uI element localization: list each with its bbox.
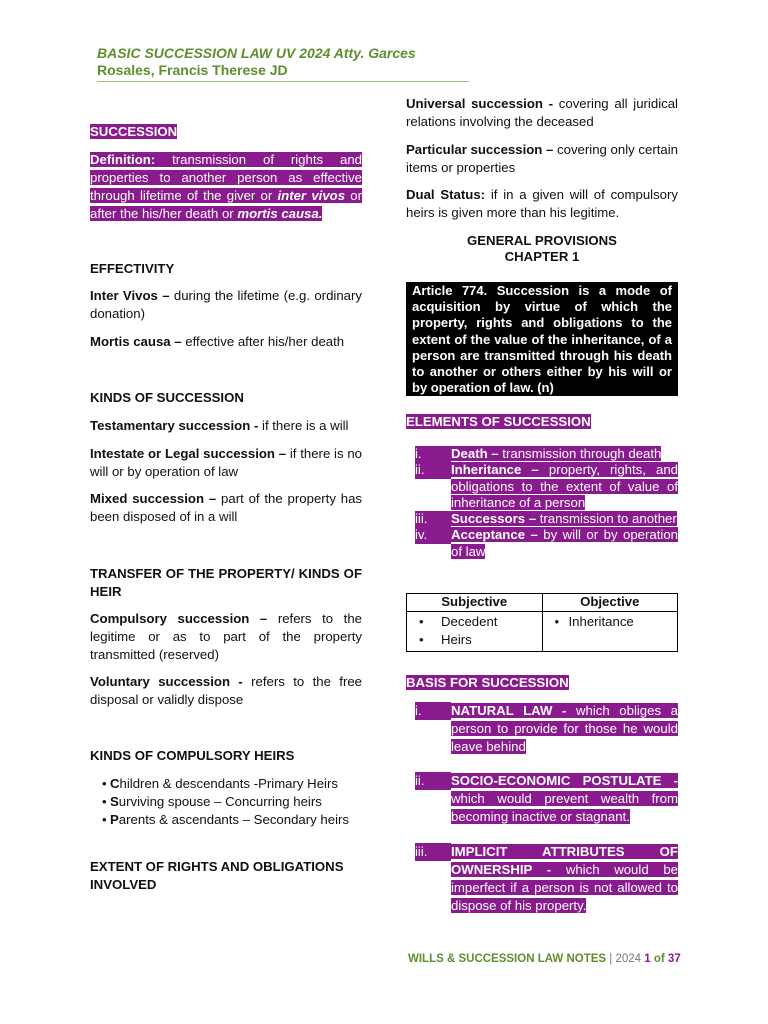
heir-initial: S xyxy=(110,794,119,809)
voluntary-paragraph xyxy=(90,673,362,709)
list-item xyxy=(406,446,678,462)
definition-paragraph xyxy=(90,151,362,223)
element-text: property, rights, and obligations to the extent of value of inheritance of a person xyxy=(451,462,679,510)
succession-title-text: SUCCESSION xyxy=(90,124,178,139)
list-item: • Decedent xyxy=(407,613,538,631)
element-text: transmission to another xyxy=(536,511,677,527)
chapter-heading: CHAPTER 1 xyxy=(504,249,580,264)
footer-title: WILLS & SUCCESSION LAW NOTES xyxy=(408,953,607,965)
page-footer xyxy=(408,950,680,968)
table-header-subjective: Subjective xyxy=(407,594,543,612)
list-item xyxy=(406,462,678,511)
definition-mortis-causa: mortis causa. xyxy=(237,206,323,221)
general-provisions-heading: GENERAL PROVISIONS xyxy=(467,233,617,248)
header-course-title: BASIC SUCCESSION LAW UV 2024 Atty. Garces xyxy=(97,45,416,61)
header-author: Rosales, Francis Therese JD xyxy=(97,62,288,78)
inter-vivos-paragraph xyxy=(90,287,362,323)
particular-text: covering only certain items or properties xyxy=(406,142,678,175)
table-row xyxy=(407,612,678,652)
basis-item-ownership xyxy=(406,843,678,915)
universal-label: Universal succession - xyxy=(406,96,554,111)
list-item xyxy=(90,811,362,829)
page-header xyxy=(97,45,469,82)
particular-paragraph xyxy=(406,141,678,177)
effectivity-heading: EFFECTIVITY xyxy=(90,261,175,276)
mortis-causa-paragraph xyxy=(90,333,362,351)
voluntary-label: Voluntary succession - xyxy=(90,674,243,689)
basis-heading-text: BASIS FOR SUCCESSION xyxy=(406,675,569,690)
kinds-of-succession-heading: KINDS OF SUCCESSION xyxy=(90,390,244,405)
compulsory-label: Compulsory succession – xyxy=(90,611,268,626)
list-item xyxy=(90,775,362,793)
universal-text: covering all juridical relations involving the deceased xyxy=(406,96,678,129)
mixed-text: part of the property has been disposed of in a will xyxy=(90,491,363,524)
basis-item-socio-economic xyxy=(406,772,678,826)
basis-label: IMPLICIT ATTRIBUTES OF OWNERSHIP - xyxy=(451,844,678,877)
elements-heading xyxy=(406,413,678,431)
compulsory-text: refers to the legitime or as to part of the property transmitted (reserved) xyxy=(90,611,362,662)
dual-status-text: if in a given will of compulsory heirs is given more than his legitime. xyxy=(406,187,678,220)
list-number: i. xyxy=(415,702,451,720)
footer-total-pages: 37 xyxy=(667,953,681,965)
basis-text: which obliges a person to provide for those he would leave behind xyxy=(451,703,678,754)
mixed-paragraph xyxy=(90,490,362,526)
basis-label: SOCIO-ECONOMIC POSTULATE - xyxy=(451,773,678,788)
intestate-text: if there is no will or by operation of law xyxy=(90,446,362,479)
element-text: by will or by operation of law xyxy=(451,527,678,559)
list-item xyxy=(90,793,362,811)
element-label: Acceptance – xyxy=(451,527,538,543)
mortis-causa-label: Mortis causa – xyxy=(90,334,182,349)
elements-heading-text: ELEMENTS OF SUCCESSION xyxy=(406,414,591,429)
subjective-objective-table xyxy=(406,593,678,652)
testamentary-paragraph xyxy=(90,417,362,435)
list-item: • Inheritance xyxy=(543,613,674,631)
universal-paragraph xyxy=(406,95,678,131)
list-item xyxy=(406,511,678,527)
elements-list xyxy=(406,446,678,560)
list-number: ii. xyxy=(415,772,451,790)
definition-label: Definition: xyxy=(90,152,156,167)
basis-item-natural-law xyxy=(406,702,678,756)
footer-separator: | xyxy=(606,953,616,965)
compulsory-heirs-list xyxy=(90,775,362,829)
table-cell-objective xyxy=(542,612,678,652)
mortis-causa-text: effective after his/her death xyxy=(181,334,345,349)
table-cell-subjective xyxy=(407,612,543,652)
element-label: Death – xyxy=(451,446,499,461)
compulsory-paragraph xyxy=(90,610,362,664)
definition-text-1: transmission of rights and properties to another person as effective through lifetime of the giver or xyxy=(90,152,362,203)
list-item xyxy=(406,772,678,826)
heir-initial: P xyxy=(110,812,119,827)
definition-text-2: or after the his/her death or xyxy=(90,188,363,221)
list-item: • Heirs xyxy=(407,631,538,649)
definition-inter-vivos: inter vivos xyxy=(277,188,346,203)
footer-of: of xyxy=(653,953,665,965)
footer-year: 2024 xyxy=(615,953,642,965)
list-item xyxy=(406,527,678,560)
list-item xyxy=(406,702,678,756)
heir-text: hildren & descendants -Primary Heirs xyxy=(119,776,338,791)
heir-initial: C xyxy=(110,776,120,791)
article-774-box: Article 774. Succession is a mode of acquisition by virtue of which the property, rights and obligations to the extent of the value of the inheritance, of a person are transmitted through his death to another or others either by his will or by operation of law. (n) xyxy=(406,282,678,396)
element-label: Successors – xyxy=(451,511,537,527)
list-number: iii. xyxy=(415,511,451,527)
testamentary-text: if there is a will xyxy=(258,418,349,433)
intestate-label: Intestate or Legal succession – xyxy=(90,446,287,461)
inter-vivos-label: Inter Vivos – xyxy=(90,288,170,303)
list-number: iv. xyxy=(415,527,451,543)
element-text: transmission through death xyxy=(498,446,662,461)
compulsory-heirs-heading: KINDS OF COMPULSORY HEIRS xyxy=(90,748,295,763)
dual-status-label: Dual Status: xyxy=(406,187,486,202)
basis-heading xyxy=(406,674,678,692)
extent-heading: EXTENT OF RIGHTS AND OBLIGATIONS INVOLVED xyxy=(90,859,344,892)
inter-vivos-text: during the lifetime (e.g. ordinary donation) xyxy=(90,288,362,321)
succession-title xyxy=(90,123,362,141)
transfer-heading: TRANSFER OF THE PROPERTY/ KINDS OF HEIR xyxy=(90,566,362,599)
intestate-paragraph xyxy=(90,445,362,481)
list-number: ii. xyxy=(415,462,451,478)
footer-page-number: 1 xyxy=(644,953,651,965)
mixed-label: Mixed succession – xyxy=(90,491,217,506)
voluntary-text: refers to the free disposal or validly dispose xyxy=(90,674,362,707)
dual-status-paragraph xyxy=(406,186,678,222)
list-number: iii. xyxy=(415,843,451,861)
particular-label: Particular succession – xyxy=(406,142,554,157)
basis-label: NATURAL LAW - xyxy=(451,703,567,718)
table-header-row xyxy=(407,594,678,612)
heir-text: arents & ascendants – Secondary heirs xyxy=(118,812,349,827)
basis-text: which would be imperfect if a person is not allowed to dispose of his property. xyxy=(451,862,678,913)
list-item xyxy=(406,843,678,915)
table-header-objective: Objective xyxy=(542,594,678,612)
element-label: Inheritance – xyxy=(451,462,539,478)
basis-text: which would prevent wealth from becoming inactive or stagnant. xyxy=(451,791,678,824)
list-number: i. xyxy=(415,446,451,462)
testamentary-label: Testamentary succession - xyxy=(90,418,259,433)
heir-text: urviving spouse – Concurring heirs xyxy=(118,794,322,809)
